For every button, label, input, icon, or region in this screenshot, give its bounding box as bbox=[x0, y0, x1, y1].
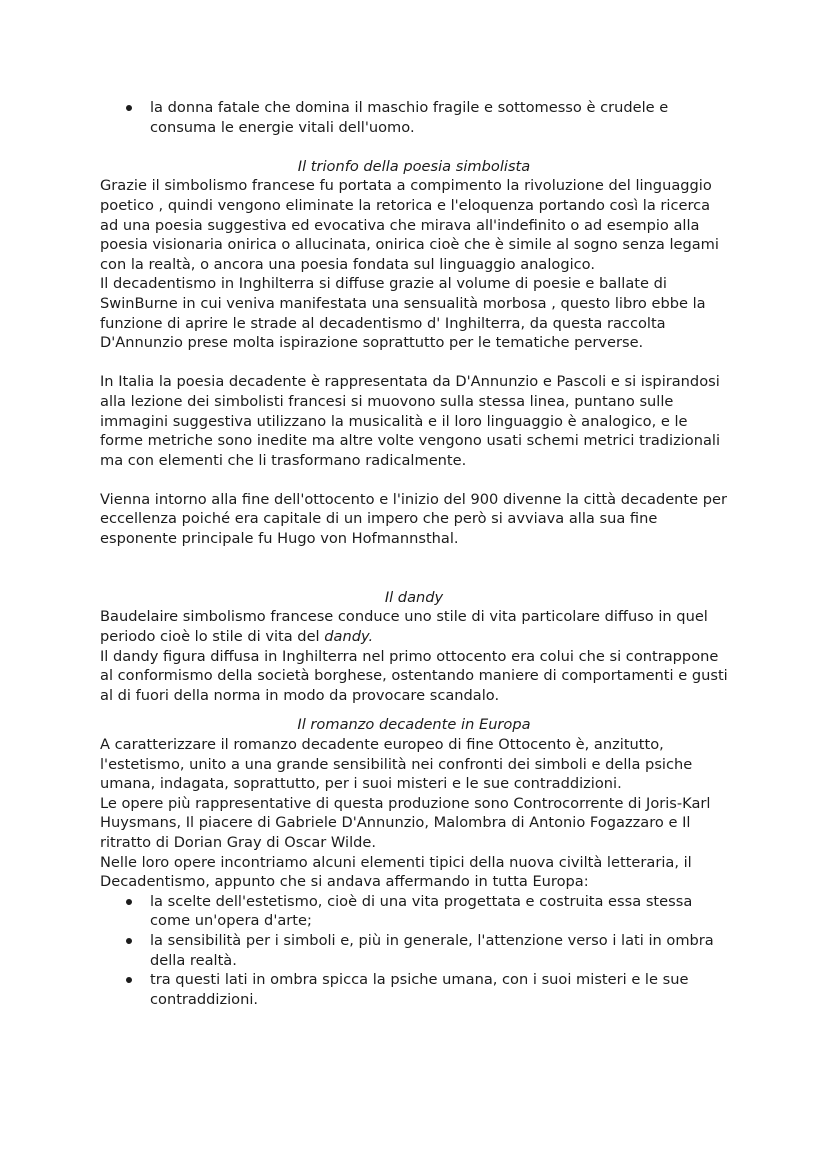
paragraph: Grazie il simbolismo francese fu portata a compimento la rivoluzione del linguaggio poetico , quindi vengono eliminate la retorica e l'eloquenza portando così la ricerca ad una poesia suggestiva ed evocativa che mirava all'indefinito o ad esempio alla poesia visionaria onirica o allucinata, onirica cioè che è simile al sogno senza legami con la realtà, o ancora una poesia fondata sul linguaggio analogico. bbox=[100, 177, 719, 273]
list-item: tra questi lati in ombra spicca la psiche umana, con i suoi misteri e le sue contraddizioni. bbox=[100, 970, 728, 1009]
paragraph: A caratterizzare il romanzo decadente europeo di fine Ottocento è, anzitutto, l'estetismo, unito a una grande sensibilità nei confronti dei simboli e della psiche umana, indagata, soprattutto, per i suoi misteri e le sue contraddizioni. bbox=[100, 736, 693, 793]
paragraph-text: Baudelaire simbolismo francese conduce uno stile di vita particolare diffuso in quel periodo cioè lo stile di vita del bbox=[100, 608, 708, 646]
spacer bbox=[100, 137, 728, 157]
emphasis-dandy: dandy. bbox=[324, 628, 374, 646]
list-item: la sensibilità per i simboli e, più in generale, l'attenzione verso i lati in ombra della realtà. bbox=[100, 931, 728, 970]
romanzo-bullet-list bbox=[100, 892, 728, 1010]
list-item: la donna fatale che domina il maschio fragile e sottomesso è crudele e consuma le energie vitali dell'uomo. bbox=[100, 98, 728, 137]
spacer bbox=[100, 353, 728, 373]
paragraph: Vienna intorno alla fine dell'ottocento e l'inizio del 900 divenne la città decadente per eccellenza poiché era capitale di un impero che però si avviava alla sua fine esponente principale fu Hugo von Hofmannsthal. bbox=[100, 490, 728, 548]
paragraph: Il decadentismo in Inghilterra si diffuse grazie al volume di poesie e ballate di SwinBurne in cui veniva manifestata una sensualità morbosa , questo libro ebbe la funzione di aprire le strade al decadentismo d' Inghilterra, da questa raccolta D'Annunzio prese molta ispirazione soprattutto per le tematiche perverse. bbox=[100, 275, 706, 352]
section-heading-simbolista: Il trionfo della poesia simbolista bbox=[297, 157, 531, 175]
paragraph: Le opere più rappresentative di questa produzione sono Controcorrente di Joris-Karl Huysmans, Il piacere di Gabriele D'Annunzio, Malombra di Antonio Fogazzaro e Il ritratto di Dorian Gray di Oscar Wilde. bbox=[100, 794, 711, 851]
spacer bbox=[100, 568, 728, 588]
spacer bbox=[100, 549, 728, 569]
list-item: la scelte dell'estetismo, cioè di una vita progettata e costruita essa stessa come un'opera d'arte; bbox=[100, 892, 728, 931]
document-body bbox=[100, 98, 728, 1009]
paragraph: In Italia la poesia decadente è rappresentata da D'Annunzio e Pascoli e si ispirandosi alla lezione dei simbolisti francesi si muovono sulla stessa linea, puntano sulle immagini suggestiva utilizzano la musicalità e il loro linguaggio è analogico, e le forme metriche sono inedite ma altre volte vengono usati schemi metrici tradizionali ma con elementi che li trasformano radicalmente. bbox=[100, 373, 721, 469]
section-heading-dandy: Il dandy bbox=[384, 588, 444, 606]
section-heading-romanzo: Il romanzo decadente in Europa bbox=[297, 716, 531, 734]
spacer bbox=[100, 705, 728, 715]
spacer bbox=[100, 470, 728, 490]
paragraph: Nelle loro opere incontriamo alcuni elementi tipici della nuova civiltà letteraria, il Decadentismo, appunto che si andava affermando in tutta Europa: bbox=[100, 853, 692, 891]
paragraph: Il dandy figura diffusa in Inghilterra nel primo ottocento era colui che si contrappone al conformismo della società borghese, ostentando maniere di comportamenti e gusti al di fuori della norma in modo da provocare scandalo. bbox=[100, 647, 728, 704]
paragraph bbox=[100, 607, 728, 646]
intro-bullet-list bbox=[100, 98, 728, 137]
